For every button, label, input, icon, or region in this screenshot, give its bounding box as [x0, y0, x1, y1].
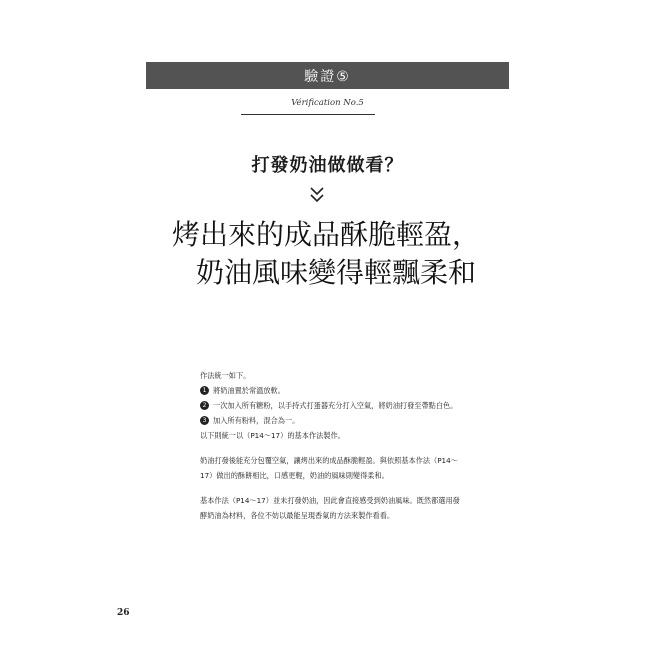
double-chevron-down-icon [310, 186, 324, 204]
step-item [200, 413, 462, 428]
page-number: 26 [117, 608, 130, 618]
step-item [200, 383, 462, 398]
step-text: 一次加入所有糖粉，以手持式打蛋器充分打入空氣，將奶油打發至帶點白色。 [213, 401, 458, 410]
step-number-badge: 2 [200, 401, 209, 410]
headline-line-1: 烤出來的成品酥脆輕盈， [172, 218, 481, 251]
step-number-badge: 1 [200, 386, 209, 395]
step-text: 將奶油置於常溫放軟。 [213, 386, 285, 395]
banner-title: 驗證⑤ [304, 68, 351, 85]
step-text: 加入所有粉料，混合為一。 [213, 416, 300, 425]
headline-line-2: 奶油風味變得輕飄柔和 [196, 256, 477, 289]
paragraph-2: 基本作法（P14～17）並未打發奶油，因此會直接感受到奶油風味。既然都選用發酵奶油為材料，各位不妨以最能呈現香氣的方法來製作看看。 [200, 496, 460, 520]
body-text [200, 368, 462, 523]
verification-banner [146, 62, 509, 89]
subtitle: Vérification No.5 [291, 98, 364, 108]
headline [172, 216, 492, 292]
paragraph-1: 奶油打發後能充分包覆空氣，讓烤出來的成品酥脆輕盈。與依照基本作法（P14～17）做出的酥餅相比，口感更輕，奶油的風味則變得柔和。 [200, 456, 458, 480]
note-text: 以下則統一以（P14～17）的基本作法製作。 [200, 431, 345, 440]
subtitle-underline [241, 114, 375, 115]
intro-text: 作法統一如下。 [200, 371, 251, 380]
question-heading: 打發奶油做做看？ [251, 155, 404, 176]
step-item [200, 398, 462, 413]
step-number-badge: 3 [200, 416, 209, 425]
